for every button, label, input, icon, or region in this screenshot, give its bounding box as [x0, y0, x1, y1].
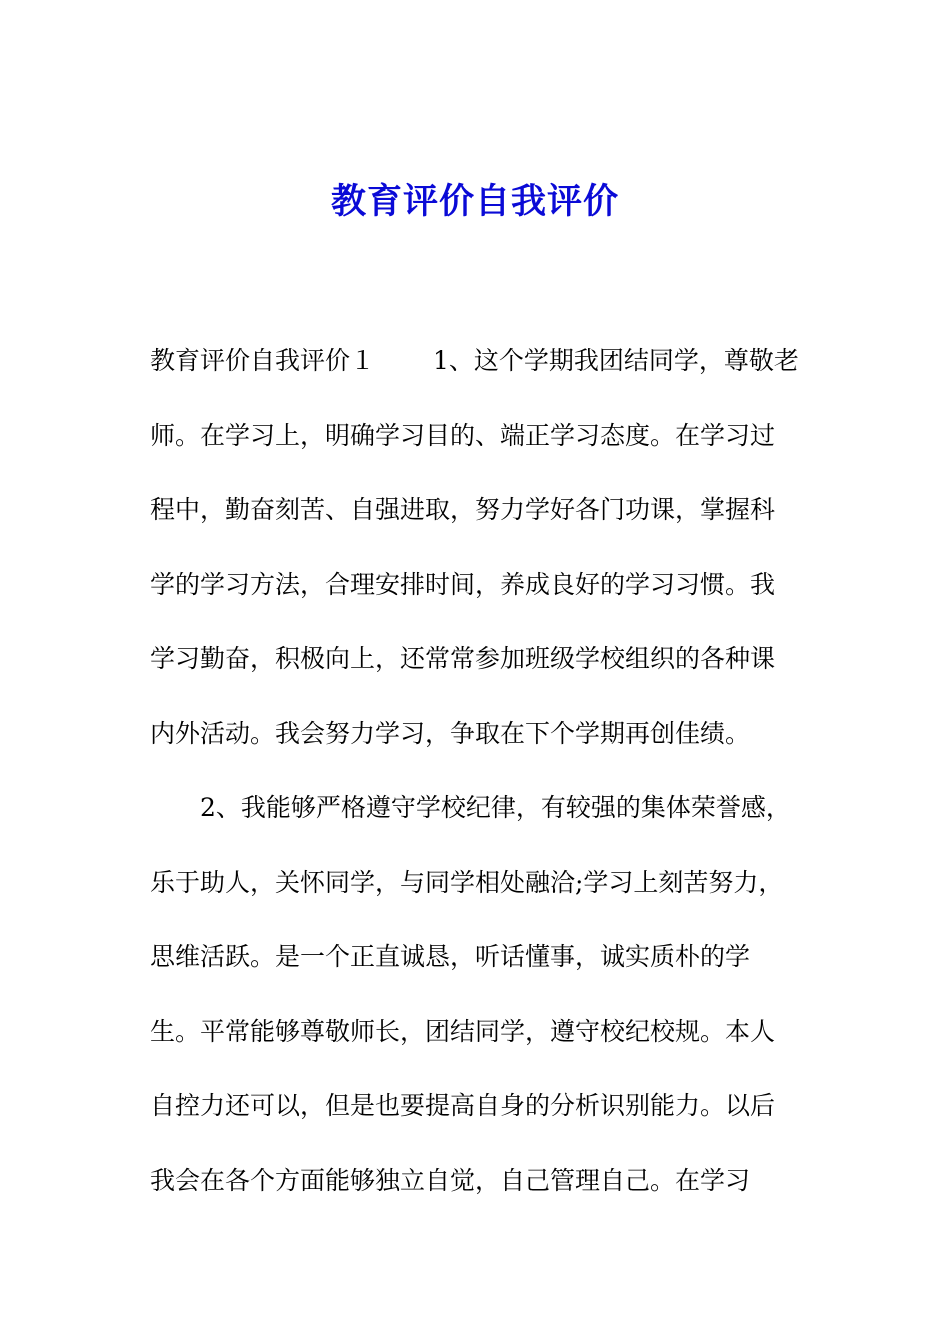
paragraph-line-9: 思维活跃。是一个正直诚恳，听话懂事，诚实质朴的学 — [150, 942, 751, 971]
paragraph-line-6: 内外活动。我会努力学习，争取在下个学期再创佳绩。 — [150, 718, 751, 748]
document-body — [150, 324, 810, 1218]
paragraph-line-7: 2、我能够严格遵守学校纪律，有较强的集体荣誉感， — [200, 793, 791, 822]
line-text: 1、这个学期我团结同学，尊敬老 — [433, 346, 799, 375]
paragraph-line-5: 学习勤奋，积极向上，还常常参加班级学校组织的各种课 — [150, 644, 776, 673]
paragraph-line-3: 程中，勤奋刻苦、自强进取，努力学好各门功课，掌握科 — [150, 495, 776, 524]
section-heading: 教育评价自我评价１ — [150, 346, 376, 375]
paragraph-line-2: 师。在学习上，明确学习目的、端正学习态度。在学习过 — [150, 420, 776, 450]
paragraph-line-8: 乐于助人，关怀同学，与同学相处融洽;学习上刻苦努力， — [150, 867, 784, 897]
paragraph-line-10: 生。平常能够尊敬师长，团结同学，遵守校纪校规。本人 — [150, 1016, 776, 1046]
paragraph-line-4: 学的学习方法，合理安排时间，养成良好的学习习惯。我 — [150, 569, 776, 599]
page-title: 教育评价自我评价 — [330, 181, 619, 222]
paragraph-line-12: 我会在各个方面能够独立自觉，自己管理自己。在学习 — [150, 1165, 751, 1195]
paragraph-line-11: 自控力还可以，但是也要提高自身的分析识别能力。以后 — [150, 1091, 776, 1120]
paragraph-line-1 — [150, 324, 810, 399]
